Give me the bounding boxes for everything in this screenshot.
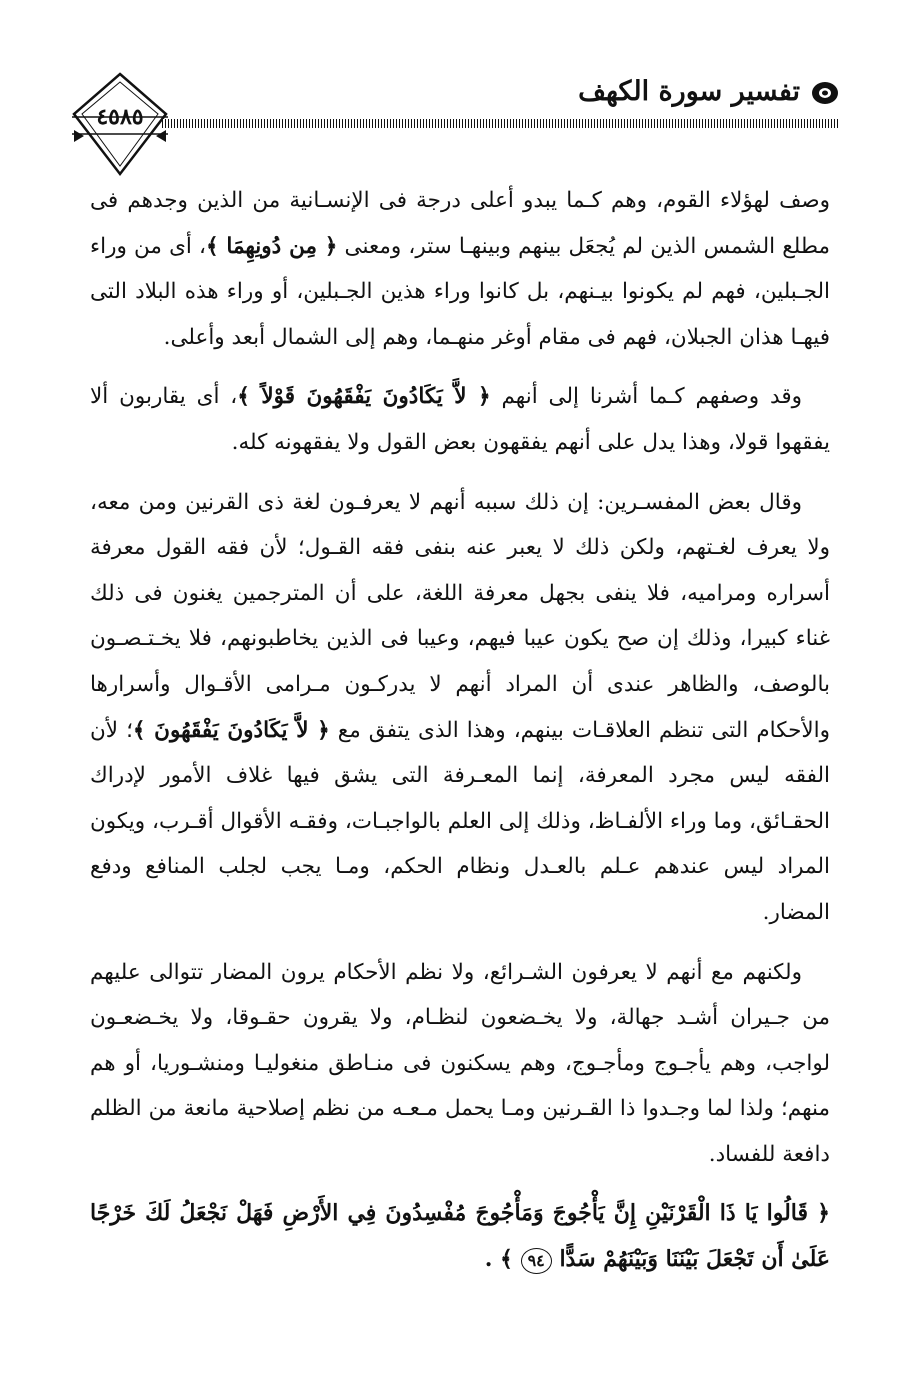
quran-quote: ﴿ لاَّ يَكَادُونَ يَفْقَهُونَ قَوْلاً ﴾ bbox=[237, 384, 491, 410]
text-run: ولكنهم مع أنهم لا يعرفون الشـرائع، ولا نظم الأحكام يرون المضار تتوالى عليهم من جـيران أشـد جهالة، ولا يخـضعون لنظـام، ولا يقرون حقـوقا، ولا يخـضعـون لواجب، وهم يأجـوج ومأجـوج، وهم يسكنون فى منـاطق منغوليـا ومنشـوريا، أو هم منهم؛ ولذا لما وجـدوا ذا القـرنين ومـا يحمل مـعـه من نظم إصلاحية مانعة من الظلم دافعة للفساد. bbox=[90, 959, 830, 1167]
text-run: ، أى يقاربون ألا يفقهوا قولا، وهذا يدل على أنهم يفقهون بعض القول ولا يفقهونه كله. bbox=[90, 384, 830, 455]
paragraph bbox=[90, 480, 830, 936]
running-title: تفسير سورة الكهف bbox=[578, 76, 800, 107]
page-number: ٤٥٨٥ bbox=[96, 104, 144, 130]
text-run: ؛ لأن الفقه ليس مجرد المعرفة، إنما المعـرفة التى يشق فيها غلاف الأمور لإدراك الحقـائق، وما وراء الألفـاظ، وذلك إلى العلم بالواجبـات، وفقـه الأقوال أقـرب، ويكون المراد ليس عندهم عـلم بالعـدل ونظام الحكم، ومـا يجب لجلب المنافع ودفع المضار. bbox=[90, 717, 830, 925]
quran-verse bbox=[90, 1191, 830, 1282]
paragraph bbox=[90, 178, 830, 360]
paragraph bbox=[90, 374, 830, 465]
page-header bbox=[70, 70, 840, 180]
page-body bbox=[90, 178, 830, 1297]
ornament-icon bbox=[810, 80, 840, 106]
text-run: وقال بعض المفسـرين: إن ذلك سببه أنهم لا يعرفـون لغة ذى القرنين ومن معه، ولا يعرف لغـتهم، ولكن ذلك لا يعبر عنه بنفى فقه القـول؛ لأن فقه القول معرفة أسراره ومراميه، فلا ينفى بجهل معرفة اللغة، على أن المترجمين يغنون فى ذلك غناء كبيرا، وذلك إن صح يكون عيبا فيهم، وعيبا فى الذين يخاطبونهم، فلا يخـتـصـون بالوصف، والظاهر عندى أن المراد أنهم لا يدركـون مـرامى الأقـوال وأسرارها والأحكام التى تنظم العلاقـات بينهم، وهذا الذى يتفق مع bbox=[90, 489, 830, 743]
quran-quote: ﴿ لاَّ يَكَادُونَ يَفْقَهُونَ ﴾ bbox=[132, 717, 330, 743]
verse-closing: ﴾ . bbox=[484, 1246, 513, 1273]
quran-quote: ﴿ مِن دُونِهِمَا ﴾ bbox=[206, 233, 338, 259]
verse-text: ﴿ قَالُوا يَا ذَا الْقَرْنَيْنِ إِنَّ يَأْجُوجَ وَمَأْجُوجَ مُفْسِدُونَ فِي الأَرْضِ فَهَلْ نَجْعَلُ لَكَ خَرْجًا عَلَىٰ أَن تَجْعَلَ بَيْنَنَا وَبَيْنَهُمْ سَدًّا bbox=[90, 1200, 830, 1273]
paragraph bbox=[90, 950, 830, 1178]
ayah-number: ٩٤ bbox=[521, 1248, 552, 1274]
text-run: وصف لهؤلاء القوم، وهم كـما يبدو أعلى درجة فى الإنسـانية من الذين وجدهم فى مطلع الشمس الذين لم يُجعَل بينهم وبينهـا ستر، ومعنى bbox=[90, 188, 830, 259]
text-run: وقد وصفهم كـما أشرنا إلى أنهم bbox=[490, 384, 802, 410]
text-run: ، أى من وراء الجـبلين، فهم لم يكونوا بيـنهم، بل كانوا وراء هذين الجـبلين، أو وراء هذه البلاد التى فيهـا هذان الجبلان، فهم فى مقام أوغر منهـما، وهم إلى الشمال أبعد وأعلى. bbox=[90, 233, 830, 350]
header-rule bbox=[162, 119, 840, 128]
